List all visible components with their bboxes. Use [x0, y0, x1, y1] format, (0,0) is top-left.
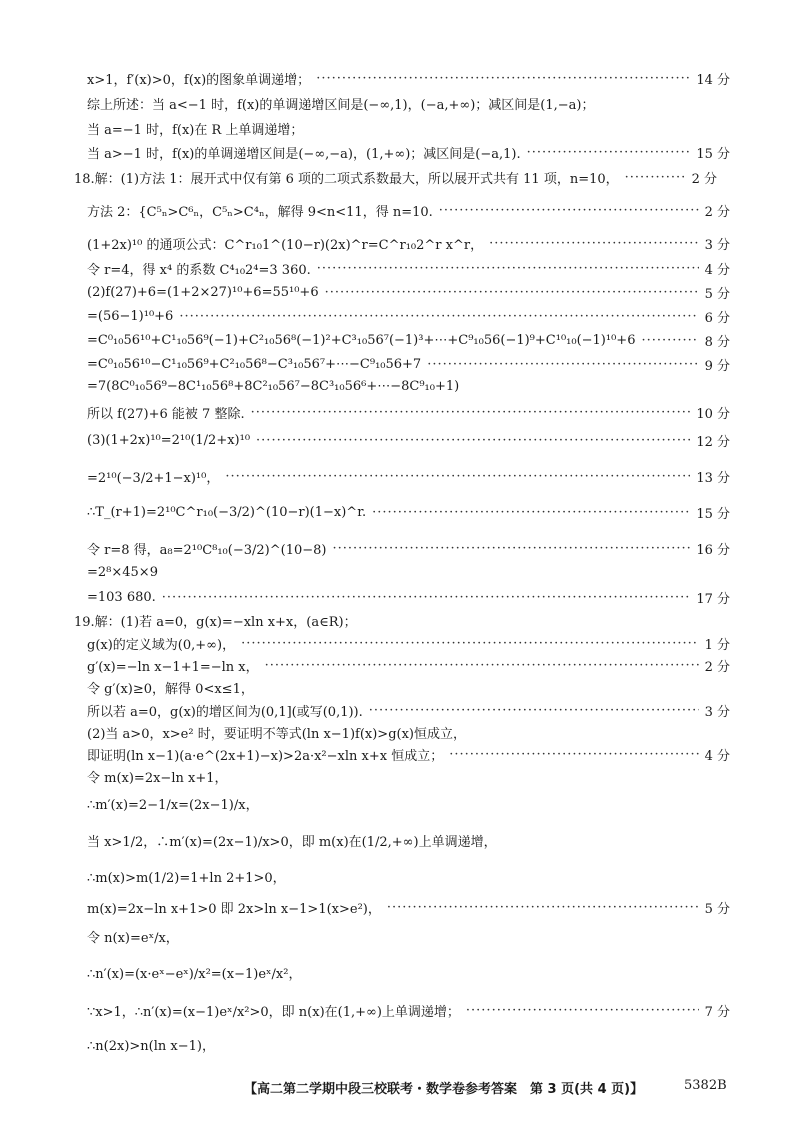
line-score: 2 分 [704, 660, 730, 675]
solution-line [74, 611, 717, 630]
line-score: 3 分 [704, 705, 730, 720]
line-score: 5 分 [704, 287, 730, 302]
solution-line [87, 234, 730, 253]
dot-leader [332, 541, 690, 556]
line-text: ∴T_(r+1)=2¹⁰C^r₁₀(−3/2)^(10−r)(1−x)^r. [87, 505, 367, 520]
line-text: (1+2x)¹⁰ 的通项公式：C^r₁₀1^(10−r)(2x)^r=C^r₁₀2^r x^r， [87, 238, 484, 253]
dot-leader [316, 71, 690, 86]
solution-line [87, 831, 730, 850]
line-score: 4 分 [704, 749, 730, 764]
line-text: g′(x)=−ln x−1+1=−ln x， [87, 660, 259, 675]
solution-line [87, 794, 730, 813]
line-score: 2 分 [704, 205, 730, 220]
solution-line [87, 634, 730, 653]
dot-leader [625, 170, 686, 185]
line-text: 所以若 a=0，g(x)的增区间为(0,1](或写(0,1)). [87, 705, 363, 720]
solution-line [87, 355, 730, 374]
solution-line [87, 379, 730, 394]
solution-line [87, 259, 730, 278]
line-text: 18.解：(1)方法 1：展开式中仅有第 6 项的二项式系数最大，所以展开式共有 11 项，n=10， [74, 172, 619, 187]
line-score: 8 分 [704, 335, 730, 350]
solution-line [87, 539, 730, 558]
line-text: g(x)的定义域为(0,+∞)， [87, 638, 236, 653]
solution-line [87, 565, 730, 580]
line-text: 当 x>1/2，∴m′(x)=(2x−1)/x>0，即 m(x)在(1/2,+∞)上单调递增， [87, 835, 497, 850]
solution-line [87, 723, 730, 742]
line-score: 15 分 [696, 147, 730, 162]
line-text: 19.解：(1)若 a=0，g(x)=−xln x+x，(a∈R)； [74, 615, 357, 630]
line-score: 14 分 [696, 73, 730, 88]
solution-line [87, 701, 730, 720]
line-text: 令 n(x)=eˣ/x， [87, 931, 179, 946]
line-text: (2)f(27)+6=(1+2×27)¹⁰+6=55¹⁰+6 [87, 285, 319, 300]
dot-leader [641, 333, 698, 348]
dot-leader [241, 636, 699, 651]
solution-line [87, 588, 730, 607]
line-score: 13 分 [696, 471, 730, 486]
line-text: 令 r=8 得，a₈=2¹⁰C⁸₁₀(−3/2)^(10−8) [87, 543, 327, 558]
dot-leader [317, 261, 699, 276]
line-text: ∴n(2x)>n(ln x−1)， [87, 1039, 215, 1054]
line-score: 7 分 [704, 1005, 730, 1020]
solution-line [87, 503, 730, 522]
solution-line [87, 331, 730, 350]
solution-line [87, 1001, 730, 1020]
dot-leader [449, 747, 698, 762]
dot-leader [466, 1003, 699, 1018]
dot-leader [179, 309, 698, 324]
line-text: (3)(1+2x)¹⁰=2¹⁰(1/2+x)¹⁰ [87, 433, 251, 448]
line-score: 4 分 [704, 263, 730, 278]
solution-line [87, 745, 730, 764]
line-text: 当 a=−1 时，f(x)在 R 上单调递增； [87, 123, 304, 138]
solution-line [87, 656, 730, 675]
line-text: 即证明(ln x−1)(a·e^(2x+1)−x)>2a·x²−xln x+x 恒成立； [87, 749, 444, 764]
line-text: ∴n′(x)=(x·eˣ−eˣ)/x²=(x−1)eˣ/x²， [87, 967, 302, 982]
dot-leader [387, 900, 699, 915]
solution-line [87, 307, 730, 326]
line-text: 当 a>−1 时，f(x)的单调递增区间是(−∞,−a)，(1,+∞)；减区间是(−a,1). [87, 147, 521, 162]
dot-leader [265, 658, 699, 673]
dot-leader [439, 203, 699, 218]
dot-leader [369, 703, 699, 718]
dot-leader [256, 433, 690, 448]
dot-leader [427, 357, 698, 372]
line-score: 15 分 [696, 507, 730, 522]
line-text: ∴m′(x)=2−1/x=(2x−1)/x， [87, 798, 259, 813]
solution-line [87, 94, 730, 113]
solution-line [87, 143, 730, 162]
line-text: 所以 f(27)+6 能被 7 整除. [87, 407, 245, 422]
dot-leader [251, 405, 691, 420]
line-text: ∵x>1，∴n′(x)=(x−1)eˣ/x²>0，即 n(x)在(1,+∞)上单调递增； [87, 1005, 460, 1020]
line-text: 令 m(x)=2x−ln x+1， [87, 771, 228, 786]
solution-line [87, 69, 730, 88]
line-text: (2)当 a>0，x>e² 时，要证明不等式(ln x−1)f(x)>g(x)恒成立， [87, 727, 466, 742]
solution-line [87, 867, 730, 886]
dot-leader [225, 469, 690, 484]
solution-line [87, 283, 730, 302]
solution-line [87, 1035, 730, 1054]
solution-line [87, 767, 730, 786]
line-text: 令 g′(x)≥0，解得 0<x≤1， [87, 682, 254, 697]
page-footer [0, 1078, 800, 1098]
line-text: =C⁰₁₀56¹⁰−C¹₁₀56⁹+C²₁₀56⁸−C³₁₀56⁷+⋯−C⁹₁₀56+7 [87, 357, 422, 372]
solution-line [87, 431, 730, 450]
dot-leader [325, 285, 699, 300]
line-text: =2¹⁰(−3/2+1−x)¹⁰， [87, 471, 220, 486]
line-score: 16 分 [696, 543, 730, 558]
dot-leader [527, 145, 691, 160]
solution-line [87, 403, 730, 422]
footer-title: 【高二第二学期中段三校联考・数学卷参考答案 第 3 页(共 4 页)】 [244, 1082, 644, 1097]
line-score: 12 分 [696, 435, 730, 450]
dot-leader [162, 590, 691, 605]
line-text: =2⁸×45×9 [87, 565, 158, 580]
line-text: =C⁰₁₀56¹⁰+C¹₁₀56⁹(−1)+C²₁₀56⁸(−1)²+C³₁₀56⁷(−1)³+⋯+C⁹₁₀56(−1)⁹+C¹⁰₁₀(−1)¹⁰+6 [87, 333, 636, 348]
solution-line [87, 119, 730, 138]
line-text: x>1，f′(x)>0，f(x)的图象单调递增； [87, 73, 311, 88]
solution-line [87, 467, 730, 486]
line-score: 3 分 [704, 238, 730, 253]
solution-line [87, 678, 730, 697]
line-text: =103 680. [87, 590, 156, 605]
dot-leader [372, 505, 690, 520]
line-text: 令 r=4，得 x⁴ 的系数 C⁴₁₀2⁴=3 360. [87, 263, 311, 278]
line-text: m(x)=2x−ln x+1>0 即 2x>ln x−1>1(x>e²)， [87, 902, 381, 917]
solution-line [87, 898, 730, 917]
dot-leader [489, 236, 699, 251]
line-score: 9 分 [704, 359, 730, 374]
line-text: =(56−1)¹⁰+6 [87, 309, 174, 324]
solution-line [87, 201, 730, 220]
line-score: 5 分 [704, 902, 730, 917]
solution-line [74, 168, 717, 187]
paper-code: 5382B [684, 1078, 727, 1093]
line-score: 6 分 [704, 311, 730, 326]
line-text: =7(8C⁰₁₀56⁹−8C¹₁₀56⁸+8C²₁₀56⁷−8C³₁₀56⁶+⋯−8C⁹₁₀+1) [87, 379, 460, 394]
line-text: 方法 2：{C⁵ₙ>C⁶ₙ，C⁵ₙ>C⁴ₙ，解得 9<n<11，得 n=10. [87, 205, 433, 220]
line-text: 综上所述：当 a<−1 时，f(x)的单调递增区间是(−∞,1)，(−a,+∞)；减区间是(1,−a)； [87, 98, 595, 113]
line-score: 17 分 [696, 592, 730, 607]
line-score: 2 分 [691, 172, 717, 187]
solution-line [87, 927, 730, 946]
solution-line [87, 963, 730, 982]
line-score: 10 分 [696, 407, 730, 422]
line-score: 1 分 [704, 638, 730, 653]
line-text: ∴m(x)>m(1/2)=1+ln 2+1>0， [87, 871, 286, 886]
